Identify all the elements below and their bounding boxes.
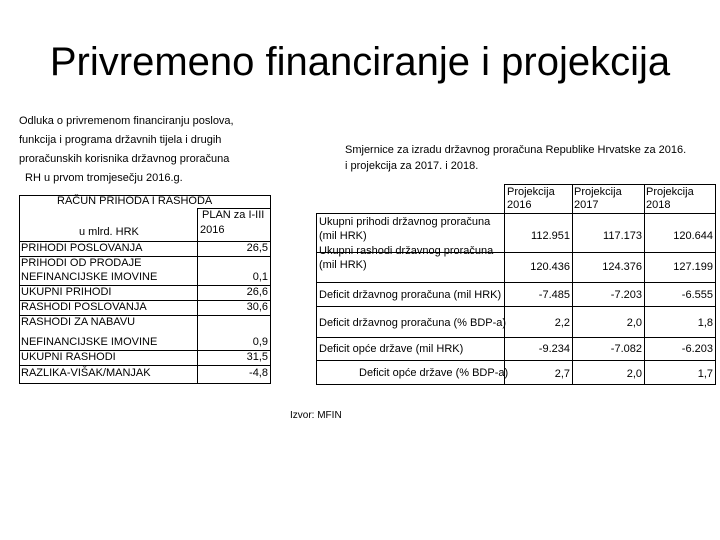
revenue-expenditure-table xyxy=(19,195,271,384)
row-label-cont: NEFINANCIJSKE IMOVINE xyxy=(21,336,158,348)
value-2016: 2,2 xyxy=(554,317,570,329)
row-label: Deficit državnog proračuna (mil HRK) xyxy=(319,289,502,301)
guidelines-line-2: i projekcija za 2017. i 2018. xyxy=(345,160,479,172)
table-border xyxy=(316,384,716,385)
row-label: PRIHODI OD PRODAJE xyxy=(21,257,142,269)
row-label: RAZLIKA-VIŠAK/MANJAK xyxy=(21,367,151,379)
column-header: Projekcija xyxy=(574,186,622,198)
table-border xyxy=(715,184,716,385)
unit-label: u mlrd. HRK xyxy=(79,226,139,238)
value-2018: 1,8 xyxy=(697,317,713,329)
plan-header: PLAN za I-III xyxy=(202,209,265,221)
value-2017: 117.173 xyxy=(603,230,642,242)
row-value: 26,6 xyxy=(246,286,268,298)
row-label: Deficit državnog proračuna (% BDP-a) xyxy=(319,317,507,329)
value-2016: 112.951 xyxy=(531,230,570,242)
guidelines-text xyxy=(345,142,705,174)
table-divider xyxy=(197,208,198,383)
row-label: Ukupni rashodi državnog proračuna xyxy=(319,245,494,257)
column-header-year: 2018 xyxy=(646,199,671,211)
value-2018: -6.555 xyxy=(681,289,713,301)
table-border xyxy=(504,184,716,185)
table-divider xyxy=(19,365,271,366)
row-value: 0,9 xyxy=(252,336,268,348)
table-divider xyxy=(316,360,716,361)
value-2016: -9.234 xyxy=(538,343,570,355)
column-header: Projekcija xyxy=(507,186,555,198)
page-title: Privremeno financiranje i projekcija xyxy=(49,40,671,84)
row-value: 26,5 xyxy=(246,242,268,254)
decision-line-1: Odluka o privremenom financiranju poslova, xyxy=(19,115,234,127)
projections-table xyxy=(316,184,716,385)
value-2017: 124.376 xyxy=(602,261,642,273)
decision-line-3: proračunskih korisnika državnog proračuna xyxy=(19,153,230,165)
row-label-cont: (mil HRK) xyxy=(319,259,367,271)
table-border xyxy=(19,383,271,384)
row-label: Ukupni prihodi državnog proračuna xyxy=(319,216,491,228)
column-header-year: 2016 xyxy=(507,199,532,211)
row-label: RASHODI POSLOVANJA xyxy=(21,301,147,313)
row-label-cont: NEFINANCIJSKE IMOVINE xyxy=(21,271,158,283)
table-divider xyxy=(504,184,505,385)
decision-text xyxy=(19,112,269,188)
row-label: Deficit opće države (% BDP-a) xyxy=(359,367,509,379)
table-divider xyxy=(316,306,716,307)
table-divider xyxy=(644,184,645,385)
value-2017: 2,0 xyxy=(626,368,642,380)
value-2016: 120.436 xyxy=(530,261,570,273)
table-title: RAČUN PRIHODA I RASHODA xyxy=(57,195,213,207)
row-label-cont: (mil HRK) xyxy=(319,230,367,242)
value-2018: 1,7 xyxy=(697,368,713,380)
table-divider xyxy=(316,282,716,283)
table-divider xyxy=(316,337,716,338)
decision-line-2: funkcija i programa državnih tijela i drugih xyxy=(19,134,222,146)
value-2018: 127.199 xyxy=(673,261,713,273)
row-value: -4,8 xyxy=(249,367,268,379)
table-border xyxy=(316,213,716,214)
value-2016: -7.485 xyxy=(538,289,570,301)
row-label: UKUPNI RASHODI xyxy=(21,351,116,363)
value-2017: -7.203 xyxy=(610,289,642,301)
column-header: Projekcija xyxy=(646,186,694,198)
value-2017: 2,0 xyxy=(626,317,642,329)
row-value: 30,6 xyxy=(246,301,268,313)
guidelines-line-1: Smjernice za izradu državnog proračuna Republike Hrvatske za 2016. xyxy=(345,144,687,156)
column-header-year: 2017 xyxy=(574,199,599,211)
source-note: Izvor: MFIN xyxy=(290,410,342,421)
row-label: RASHODI ZA NABAVU xyxy=(21,316,136,328)
table-border xyxy=(270,195,271,384)
value-2018: 120.644 xyxy=(673,230,713,242)
row-value: 0,1 xyxy=(252,271,268,283)
row-label: PRIHODI POSLOVANJA xyxy=(21,242,143,254)
value-2018: -6.203 xyxy=(681,343,713,355)
table-divider xyxy=(572,184,573,385)
plan-header-year: 2016 xyxy=(200,224,225,236)
row-value: 31,5 xyxy=(246,351,268,363)
value-2016: 2,7 xyxy=(554,368,570,380)
row-label: Deficit opće države (mil HRK) xyxy=(319,343,464,355)
decision-line-4: RH u prvom tromjesečju 2016.g. xyxy=(25,172,183,184)
value-2017: -7.082 xyxy=(610,343,642,355)
table-border xyxy=(19,195,20,384)
row-label: UKUPNI PRIHODI xyxy=(21,286,112,298)
